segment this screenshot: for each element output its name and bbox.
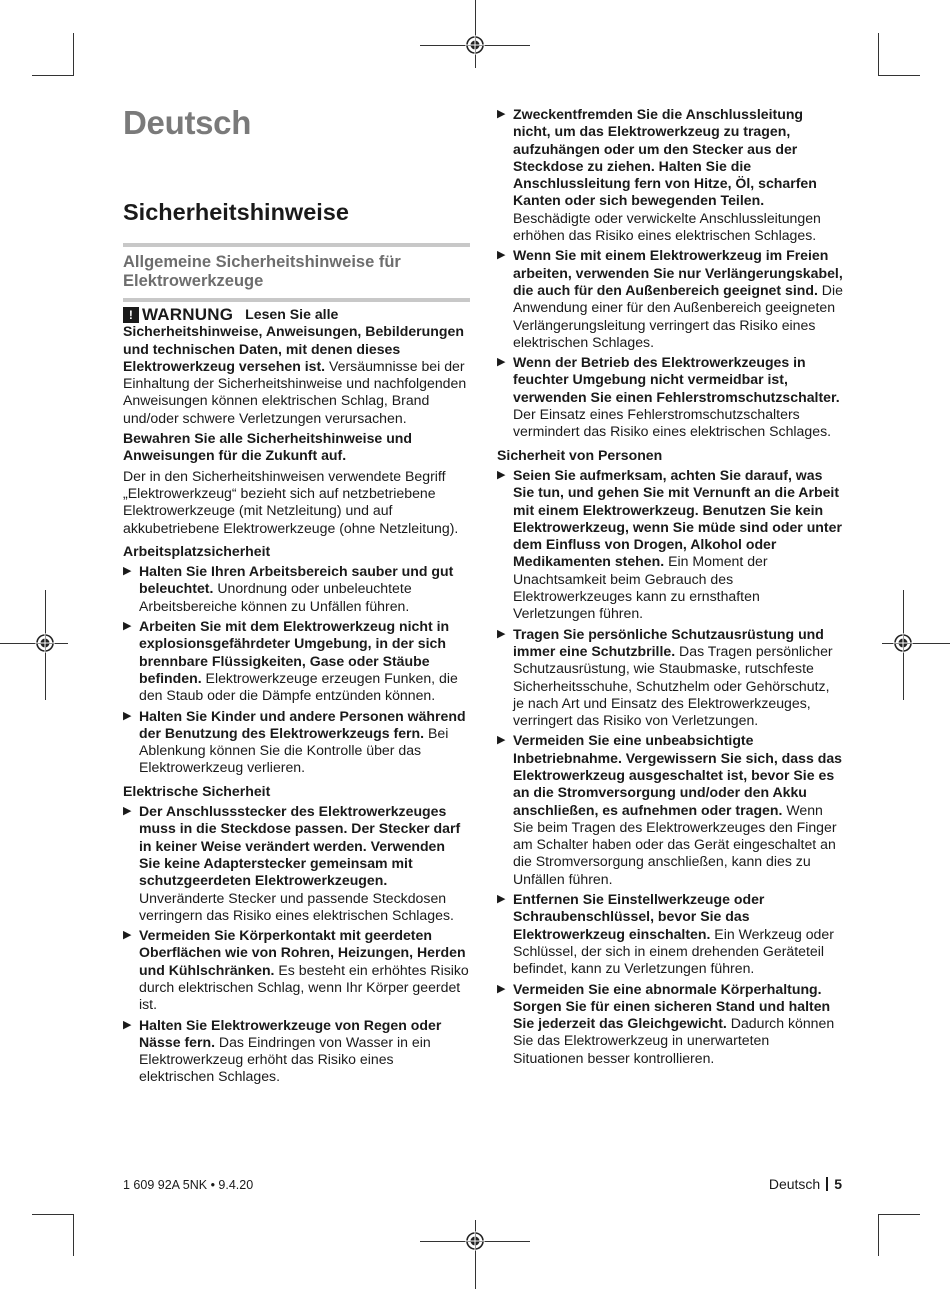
list-item-bold: Wenn der Betrieb des Elektrowerkzeuges in feuchter Umgebung nicht vermeidbar ist, verwenden Sie einen Fehlerstromschutzschalter. xyxy=(513,354,840,405)
list-item-text: Unordnung oder unbeleuchtete Arbeitsbereiche können zu Unfällen führen. xyxy=(139,580,412,614)
registration-mark-icon xyxy=(465,35,485,55)
section-title: Sicherheitshinweise xyxy=(123,199,349,225)
list-item-bold: Der Anschlussstecker des Elektrowerkzeuges muss in die Steckdose passen. Der Stecker darf in keiner Weise verändert werden. Verwenden Sie keine Adapterstecker gemeinsam mit schutzgeerdeten Elektrowerkzeugen. xyxy=(139,803,461,889)
keep-instructions: Bewahren Sie alle Sicherheitshinweise und Anweisungen für die Zukunft auf. xyxy=(123,430,413,464)
warning-badge xyxy=(123,306,233,323)
list-item-bold: Vermeiden Sie Körperkontakt mit geerdeten Oberflächen wie von Rohren, Heizungen, Herden und Kühlschränken. xyxy=(139,927,466,978)
crop-mark xyxy=(32,75,74,76)
list-item xyxy=(497,732,843,888)
right-column xyxy=(497,106,843,1070)
personal-heading: Sicherheit von Personen xyxy=(497,446,663,463)
left-column xyxy=(123,306,470,1089)
registration-mark-icon xyxy=(35,633,55,653)
doc-code: 1 609 92A 5NK • 9.4.20 xyxy=(123,1178,254,1192)
crop-mark xyxy=(878,1214,879,1256)
list-item xyxy=(497,891,843,977)
list-item-bold: Wenn Sie mit einem Elektrowerkzeug im Freien arbeiten, verwenden Sie nur Verlängerungskabel, die auch für den Außenbereich geeignet sind. xyxy=(513,247,843,298)
list-item-bold: Seien Sie aufmerksam, achten Sie darauf, was Sie tun, und gehen Sie mit Vernunft an die Arbeit mit einem Elektrowerkzeug. Benutzen Sie kein Elektrowerkzeug, wenn Sie müde sind oder unter dem Einfluss von Drogen, Alkohol oder Medikamenten stehen. xyxy=(513,466,842,570)
list-item-text: Ein Werkzeug oder Schlüssel, der sich in einem drehenden Geräteteil befindet, kann zu Verletzungen führen. xyxy=(513,925,834,977)
list-item-text: Dadurch können Sie das Elektrowerkzeug in unerwarteten Situationen besser kontrollieren. xyxy=(513,1015,835,1066)
list-item xyxy=(497,467,843,623)
workplace-list xyxy=(123,563,470,777)
warning-icon: ! xyxy=(123,307,139,323)
list-item-bold: Entfernen Sie Einstellwerkzeuge oder Schraubenschlüssel, bevor Sie das Elektrowerkzeug einschalten. xyxy=(513,891,765,942)
list-item-text: Die Anwendung einer für den Außenbereich geeigneten Verlängerungsleitung verringert das Risiko eines elektrischen Schlages. xyxy=(513,281,843,350)
list-item-bold: Zweckentfremden Sie die Anschlussleitung nicht, um das Elektrowerkzeug zu tragen, aufzuhängen oder um den Stecker aus der Steckdose zu ziehen. Halten Sie die Anschlussleitung fern von Hitze, Öl, scharfen Kanten oder sich bewegenden Teilen. xyxy=(513,106,817,209)
crop-mark xyxy=(0,643,68,644)
list-item-text: Ein Moment der Unachtsamkeit beim Gebrauch des Elektrowerkzeuges kann zu ernsthaften Verletzungen führen. xyxy=(513,553,768,622)
registration-mark-icon xyxy=(465,1231,485,1251)
electrical-heading: Elektrische Sicherheit xyxy=(123,782,271,799)
list-item xyxy=(123,708,470,777)
personal-list xyxy=(497,467,843,1067)
page-title: Deutsch xyxy=(123,104,252,141)
workplace-heading: Arbeitsplatzsicherheit xyxy=(123,542,271,559)
registration-mark-icon xyxy=(893,633,913,653)
crop-mark xyxy=(475,0,476,68)
crop-mark xyxy=(73,33,74,75)
list-item-text: Unveränderte Stecker und passende Steckdosen verringern das Risiko eines elektrischen Schlages. xyxy=(139,889,454,923)
subsection-header xyxy=(123,243,470,302)
list-item xyxy=(123,1017,470,1086)
list-item-bold: Halten Sie Kinder und andere Personen während der Benutzung des Elektrowerkzeugs fern. xyxy=(139,707,466,741)
crop-mark xyxy=(878,1214,920,1215)
list-item-text: Wenn Sie beim Tragen des Elektrowerkzeuges den Finger am Schalter haben oder das Gerät eingeschaltet an die Stromversorgung anschließen, kann dies zu Unfällen führen. xyxy=(513,801,837,887)
definition-paragraph: Der in den Sicherheitshinweisen verwendete Begriff „Elektrowerkzeug“ bezieht sich auf netzbetriebene Elektrowerkzeuge (mit Netzleitung) und auf akkubetriebene Elektrowerkzeuge (ohne Netzleitung). xyxy=(123,467,459,536)
list-item-text: Elektrowerkzeuge erzeugen Funken, die den Staub oder die Dämpfe entzünden können. xyxy=(139,669,458,704)
list-item xyxy=(123,803,470,924)
warning-text: Versäumnisse bei der Einhaltung der Sicherheitshinweise und nachfolgenden Anweisungen können elektrischen Schlag, Brand und/oder schwere Verletzungen verursachen. xyxy=(123,357,467,426)
list-item-bold: Tragen Sie persönliche Schutzausrüstung und immer eine Schutzbrille. xyxy=(513,625,824,659)
list-item-text: Der Einsatz eines Fehlerstromschutzschalters vermindert das Risiko eines elektrischen Schlages. xyxy=(513,406,832,440)
footer-section: Deutsch xyxy=(768,1176,821,1192)
list-item xyxy=(123,563,470,615)
list-item-text: Beschädigte oder verwickelte Anschlussleitungen erhöhen das Risiko eines elektrischen Schlages. xyxy=(513,209,821,244)
list-item-text: Das Eindringen von Wasser in ein Elektrowerkzeug erhöht das Risiko eines elektrischen Schlages. xyxy=(139,1033,431,1085)
list-item-text: Das Tragen persönlicher Schutzausrüstung, wie Staubmaske, rutschfeste Sicherheitsschuhe, Schutzhelm oder Gehörschutz, je nach Art und Einsatz des Elektrowerkzeuges, verringert das Risiko von Verletzungen. xyxy=(513,642,833,729)
list-item xyxy=(497,981,843,1067)
list-item-bold: Vermeiden Sie eine unbeabsichtigte Inbetriebnahme. Vergewissern Sie sich, dass das Elektrowerkzeug ausgeschaltet ist, bevor Sie es an die Stromversorgung und/oder den Akku anschließen, es aufnehmen oder tragen. xyxy=(513,732,842,818)
list-item xyxy=(123,927,470,1013)
list-item xyxy=(497,354,843,440)
page-number: 5 xyxy=(834,1176,842,1192)
divider xyxy=(123,298,470,302)
footer-divider xyxy=(826,1177,828,1191)
warning-label: WARNUNG xyxy=(142,305,234,324)
list-item-text: Bei Ablenkung können Sie die Kontrolle über das Elektrowerkzeug verlieren. xyxy=(139,724,449,776)
subsection-title: Allgemeine Sicherheitshinweise für Elektrowerkzeuge xyxy=(123,253,401,290)
list-item-bold: Vermeiden Sie eine abnormale Körperhaltung. Sorgen Sie für einen sicheren Stand und halten Sie jederzeit das Gleichgewicht. xyxy=(513,980,831,1032)
list-item-bold: Halten Sie Elektrowerkzeuge von Regen oder Nässe fern. xyxy=(139,1016,442,1050)
list-item-bold: Arbeiten Sie mit dem Elektrowerkzeug nicht in explosionsgefährdeter Umgebung, in der sich brennbare Flüssigkeiten, Gase oder Stäube befinden. xyxy=(139,618,450,686)
list-item xyxy=(123,618,470,704)
electrical-list xyxy=(123,803,470,1086)
page-footer xyxy=(769,1176,842,1192)
list-item-bold: Halten Sie Ihren Arbeitsbereich sauber und gut beleuchtet. xyxy=(139,563,454,597)
electrical-list-continued xyxy=(497,106,843,441)
warning-paragraph xyxy=(123,306,470,427)
crop-mark xyxy=(73,1214,74,1256)
list-item xyxy=(497,106,843,244)
list-item xyxy=(497,626,843,730)
divider xyxy=(123,243,470,247)
crop-mark xyxy=(32,1214,74,1215)
crop-mark xyxy=(878,75,920,76)
list-item xyxy=(497,247,843,351)
list-item-text: Es besteht ein erhöhtes Risiko durch elektrischen Schlag, wenn Ihr Körper geerdet ist. xyxy=(139,961,469,1013)
crop-mark xyxy=(878,33,879,75)
warning-bold-text: Lesen Sie alle Sicherheitshinweise, Anweisungen, Bebilderungen und technischen Daten, mit denen dieses Elektrowerkzeug versehen ist. xyxy=(123,306,464,374)
